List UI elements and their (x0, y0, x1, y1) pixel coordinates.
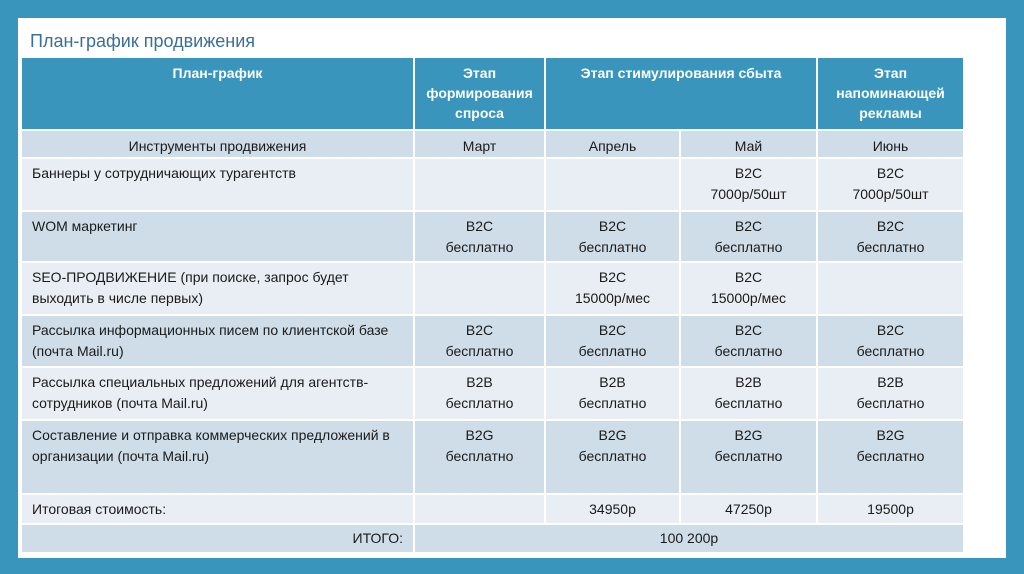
header-plan: План-график (21, 57, 414, 130)
row-label: Баннеры у сотрудничающих турагентств (21, 158, 414, 211)
cell-segment: B2C (465, 322, 494, 338)
cell-segment: B2C (598, 218, 627, 234)
table-cell (545, 315, 680, 367)
table-cell (680, 158, 817, 211)
table-cell (817, 315, 964, 367)
table-cell (817, 262, 964, 315)
cell-cost: бесплатно (445, 395, 514, 411)
cell-cost: бесплатно (856, 343, 925, 359)
table-cell (545, 262, 680, 315)
table-row (21, 158, 964, 211)
grand-total-row (21, 524, 964, 553)
month-may: Май (680, 130, 817, 158)
cell-segment: B2C (465, 218, 494, 234)
cell-cost: 7000р/50шт (852, 186, 929, 202)
cell-segment: B2B (466, 374, 493, 390)
table-row (21, 420, 964, 494)
cell-segment: B2C (734, 269, 763, 285)
cell-cost: бесплатно (856, 239, 925, 255)
month-april: Апрель (545, 130, 680, 158)
table-cell (817, 420, 964, 494)
cell-cost: бесплатно (714, 239, 783, 255)
grand-total-label: ИТОГО: (21, 524, 414, 553)
total-label: Итоговая стоимость: (21, 494, 414, 524)
cell-segment: B2G (876, 427, 905, 443)
row-label: Составление и отправка коммерческих предложений в организации (почта Mail.ru) (21, 420, 414, 494)
cell-cost: бесплатно (578, 448, 647, 464)
cell-segment: B2C (734, 322, 763, 338)
table-cell (414, 262, 545, 315)
header-stage-demand: Этап формирования спроса (414, 57, 545, 130)
table-row (21, 262, 964, 315)
header-stage-sales: Этап стимулирования сбыта (545, 57, 817, 130)
cell-cost: бесплатно (445, 239, 514, 255)
cell-segment: B2C (876, 218, 905, 234)
cell-cost: 15000р/мес (710, 290, 787, 306)
cell-cost: 7000р/50шт (710, 186, 787, 202)
table-cell (414, 420, 545, 494)
table-cell (414, 211, 545, 262)
page-title: План-график продвижения (30, 31, 255, 51)
table-cell (817, 211, 964, 262)
cell-cost: бесплатно (578, 395, 647, 411)
cell-cost: бесплатно (856, 448, 925, 464)
cell-segment: B2G (598, 427, 627, 443)
table-cell (680, 420, 817, 494)
row-label: SEO-ПРОДВИЖЕНИЕ (при поиске, запрос будет выходить в числе первых) (21, 262, 414, 315)
cell-segment: B2C (876, 322, 905, 338)
total-april: 34950р (545, 494, 680, 524)
schedule-table (20, 56, 965, 554)
slide (18, 18, 1006, 558)
cell-segment: B2C (876, 165, 905, 181)
row-label: Рассылка специальных предложений для агентств-сотрудников (почта Mail.ru) (21, 367, 414, 420)
table-row (21, 367, 964, 420)
cell-cost: бесплатно (578, 239, 647, 255)
cell-cost: бесплатно (445, 448, 514, 464)
cell-cost: бесплатно (578, 343, 647, 359)
cell-cost: бесплатно (714, 343, 783, 359)
cell-segment: B2G (465, 427, 494, 443)
total-row (21, 494, 964, 524)
cell-segment: B2C (598, 269, 627, 285)
table-cell (414, 315, 545, 367)
header-stage-reminder: Этап напоминающей рекламы (817, 57, 964, 130)
table-cell (414, 367, 545, 420)
cell-segment: B2B (599, 374, 626, 390)
cell-segment: B2G (734, 427, 763, 443)
table-cell (680, 315, 817, 367)
cell-cost: 15000р/мес (574, 290, 651, 306)
total-may: 47250р (680, 494, 817, 524)
subheader-row (21, 130, 964, 158)
header-row (21, 57, 964, 130)
table-cell (545, 158, 680, 211)
table-cell (414, 158, 545, 211)
total-june: 19500р (817, 494, 964, 524)
grand-total-value: 100 200р (414, 524, 964, 553)
cell-cost: бесплатно (445, 343, 514, 359)
cell-cost: бесплатно (714, 395, 783, 411)
table-row (21, 315, 964, 367)
row-label: Рассылка информационных писем по клиентской базе (почта Mail.ru) (21, 315, 414, 367)
table-cell (545, 211, 680, 262)
month-march: Март (414, 130, 545, 158)
cell-cost: бесплатно (714, 448, 783, 464)
subheader-tools: Инструменты продвижения (21, 130, 414, 158)
table-cell (680, 262, 817, 315)
total-march (414, 494, 545, 524)
cell-segment: B2B (735, 374, 762, 390)
table-row (21, 211, 964, 262)
table-cell (680, 367, 817, 420)
cell-segment: B2C (598, 322, 627, 338)
table-cell (545, 367, 680, 420)
month-june: Июнь (817, 130, 964, 158)
table-cell (817, 158, 964, 211)
table-cell (680, 211, 817, 262)
table-cell (817, 367, 964, 420)
cell-cost: бесплатно (856, 395, 925, 411)
cell-segment: B2C (734, 218, 763, 234)
cell-segment: B2B (877, 374, 904, 390)
cell-segment: B2C (734, 165, 763, 181)
table-cell (545, 420, 680, 494)
row-label: WOM маркетинг (21, 211, 414, 262)
